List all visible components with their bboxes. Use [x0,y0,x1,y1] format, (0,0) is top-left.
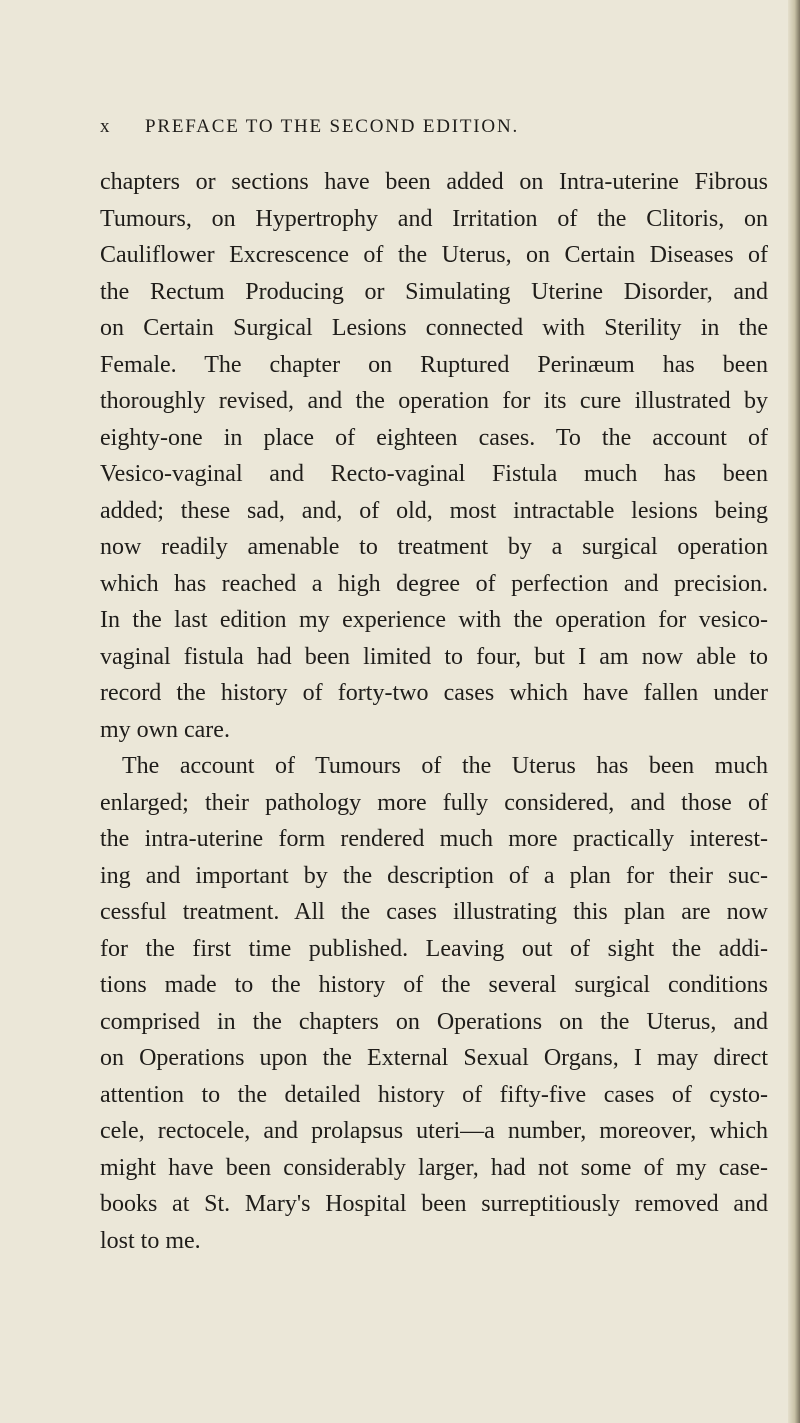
text-line: enlarged; their pathology more fully considered, and those of [100,789,768,816]
text-line: might have been considerably larger, had not some of my case- [100,1154,768,1181]
text-line: Tumours, on Hypertrophy and Irritation of the Clitoris, on [100,205,768,232]
text-line: cessful treatment. All the cases illustrating this plan are now [100,899,768,925]
text-line: the Rectum Producing or Simulating Uterine Disorder, and [100,278,768,305]
text-line: lost to me. [100,1227,201,1254]
text-line: attention to the detailed history of fifty-five cases of cysto- [100,1081,768,1108]
text-line: added; these sad, and, of old, most intractable lesions being [100,497,768,524]
text-line: cele, rectocele, and prolapsus uteri—a number, moreover, which [100,1118,768,1144]
running-title: PREFACE TO THE SECOND EDITION. [145,116,520,137]
text-line: books at St. Mary's Hospital been surreptitiously removed and [100,1191,768,1217]
text-line: chapters or sections have been added on Intra-uterine Fibrous [100,169,768,195]
page-number: x [100,116,112,137]
text-line: the intra-uterine form rendered much more practically interest- [100,826,768,852]
text-line: my own care. [100,716,230,743]
text-line: now readily amenable to treatment by a surgical operation [100,534,768,560]
text-line: In the last edition my experience with the operation for vesico- [100,607,768,633]
text-line: eighty-one in place of eighteen cases. To the account of [100,424,768,451]
text-line: ing and important by the description of a plan for their suc- [100,862,768,889]
text-line: Vesico-vaginal and Recto-vaginal Fistula much has been [100,461,768,487]
text-line: record the history of forty-two cases which have fallen under [100,680,768,706]
text-line: which has reached a high degree of perfection and precision. [100,570,768,597]
text-line: comprised in the chapters on Operations on the Uterus, and [100,1008,768,1035]
running-header [100,116,760,144]
text-line: tions made to the history of the several surgical conditions [100,972,768,998]
text-line: for the first time published. Leaving out of sight the addi- [100,935,768,962]
text-line: on Certain Surgical Lesions connected with Sterility in the [100,315,768,341]
text-line: The account of Tumours of the Uterus has been much [122,753,768,779]
text-line: on Operations upon the External Sexual Organs, I may direct [100,1045,768,1071]
page-edge-shadow [788,0,800,1423]
text-line: thoroughly revised, and the operation for its cure illustrated by [100,388,768,414]
text-line: Female. The chapter on Ruptured Perinæum has been [100,351,768,378]
body-text [100,164,768,1259]
text-line: Cauliflower Excrescence of the Uterus, on Certain Diseases of [100,242,768,268]
text-line: vaginal fistula had been limited to four, but I am now able to [100,643,768,670]
